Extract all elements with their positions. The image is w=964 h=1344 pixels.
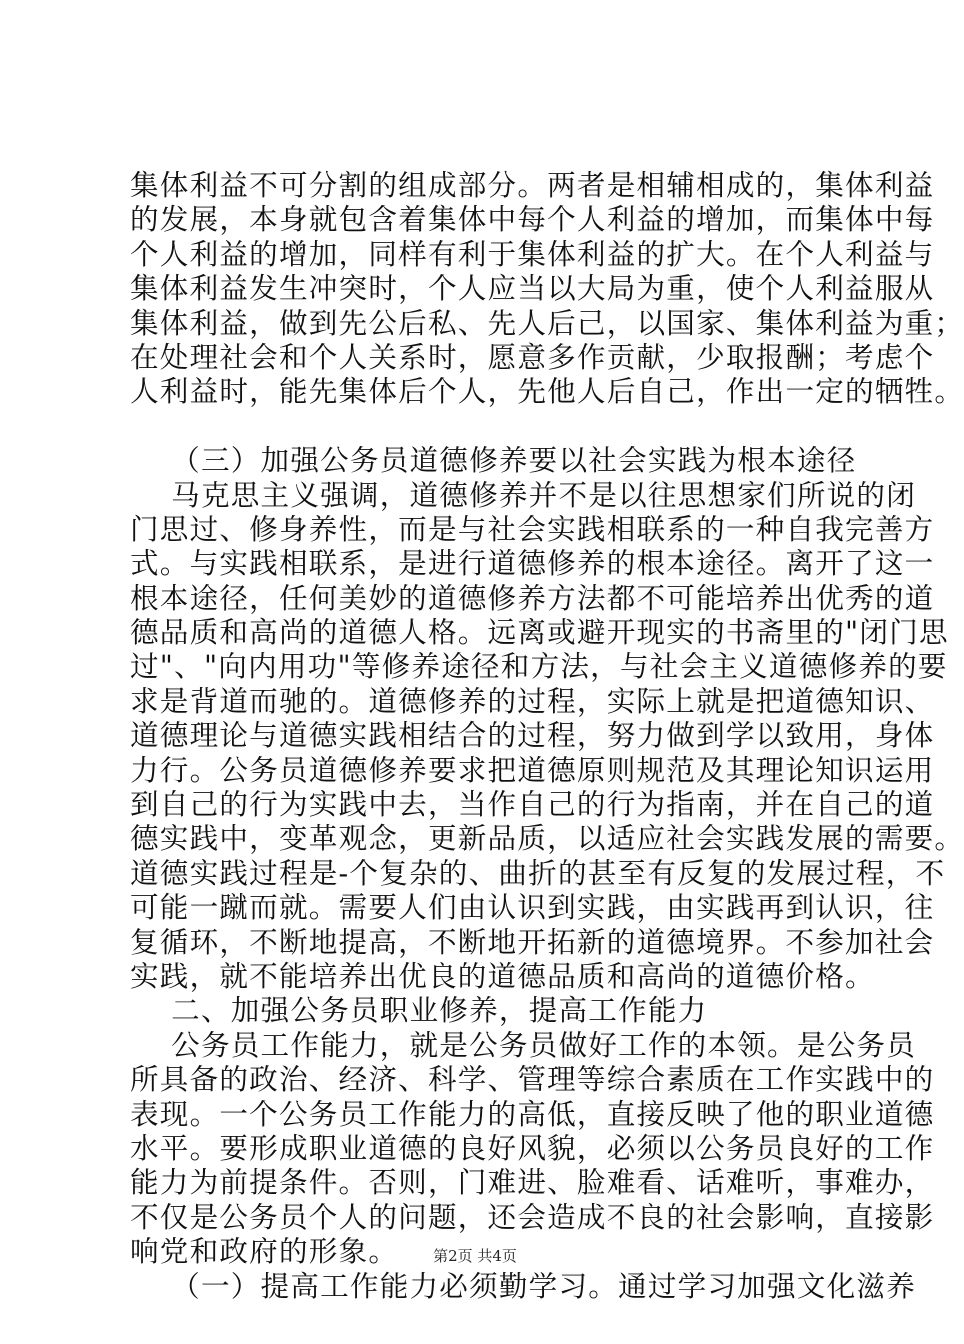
text-line: 力行。公务员道德修养要求把道德原则规范及其理论知识运用: [130, 752, 935, 787]
text-line: 到自己的行为实践中去，当作自己的行为指南，并在自己的道: [130, 787, 935, 822]
text-line: 门思过、修身养性，而是与社会实践相联系的一种自我完善方: [130, 511, 935, 546]
text-line: 复循环，不断地提高，不断地开拓新的道德境界。不参加社会: [130, 924, 935, 959]
text-line: 二、加强公务员职业修养，提高工作能力: [130, 993, 708, 1028]
section-heading: （三）加强公务员道德修养要以社会实践为根本途径: [130, 443, 857, 478]
section-heading: 公务员工作能力，就是公务员做好工作的本领。是公务员: [130, 1027, 917, 1062]
text-line: 集体利益，做到先公后私、先人后己，以国家、集体利益为重；: [130, 305, 964, 340]
text-line: 响党和政府的形象。: [130, 1234, 399, 1269]
text-line: 可能一蹴而就。需要人们由认识到实践，由实践再到认识，往: [130, 890, 935, 925]
text-line: 集体利益发生冲突时，个人应当以大局为重，使个人利益服从: [130, 271, 935, 306]
text-line: 能力为前提条件。否则，门难进、脸难看、话难听，事难办，: [130, 1165, 935, 1200]
text-line: 道德实践过程是-个复杂的、曲折的甚至有反复的发展过程，不: [130, 855, 946, 890]
text-line: 的发展，本身就包含着集体中每个人利益的增加，而集体中每: [130, 202, 935, 237]
text-line: 德品质和高尚的道德人格。远离或避开现实的书斋里的"闭门思: [130, 615, 949, 650]
body-text: [130, 168, 964, 1337]
text-line: 道德理论与道德实践相结合的过程，努力做到学以致用，身体: [130, 718, 935, 753]
text-line: 集体利益不可分割的组成部分。两者是相辅相成的，集体利益: [130, 168, 935, 202]
text-line: 在处理社会和个人关系时，愿意多作贡献，少取报酬；考虑个: [130, 339, 935, 374]
text-line: 所具备的政治、经济、科学、管理等综合素质在工作实践中的: [130, 1062, 935, 1097]
text-line: 个人利益的增加，同样有利于集体利益的扩大。在个人利益与: [130, 236, 935, 271]
section-heading: [130, 1303, 840, 1337]
text-line: 马克思主义强调，道德修养并不是以往思想家们所说的闭: [130, 477, 917, 512]
text-line: 人利益时，能先集体后个人，先他人后自己，作出一定的牺牲。: [130, 374, 964, 409]
page-number-footer: 第2页 共4页: [433, 1247, 517, 1265]
text-line: （一）提高工作能力必须勤学习。通过学习加强文化滋养: [130, 1268, 917, 1303]
text-line: 式。与实践相联系，是进行道德修养的根本途径。离开了这一: [130, 546, 935, 581]
text-line: 水平。要形成职业道德的良好风貌，必须以公务员良好的工作: [130, 1130, 935, 1165]
text-line: 不仅是公务员个人的问题，还会造成不良的社会影响，直接影: [130, 1199, 935, 1234]
text-line: 根本途径，任何美妙的道德修养方法都不可能培养出优秀的道: [130, 580, 935, 615]
text-line: 实践，就不能培养出优良的道德品质和高尚的道德价格。: [130, 958, 875, 993]
paragraph-gap: [130, 409, 840, 443]
text-line: 过"、"向内用功"等修养途径和方法，与社会主义道德修养的要: [130, 649, 948, 684]
text-line: 表现。一个公务员工作能力的高低，直接反映了他的职业道德: [130, 1096, 935, 1131]
text-line: 求是背道而驰的。道德修养的过程，实际上就是把道德知识、: [130, 683, 935, 718]
text-line: 德实践中，变革观念，更新品质，以适应社会实践发展的需要。: [130, 821, 964, 856]
